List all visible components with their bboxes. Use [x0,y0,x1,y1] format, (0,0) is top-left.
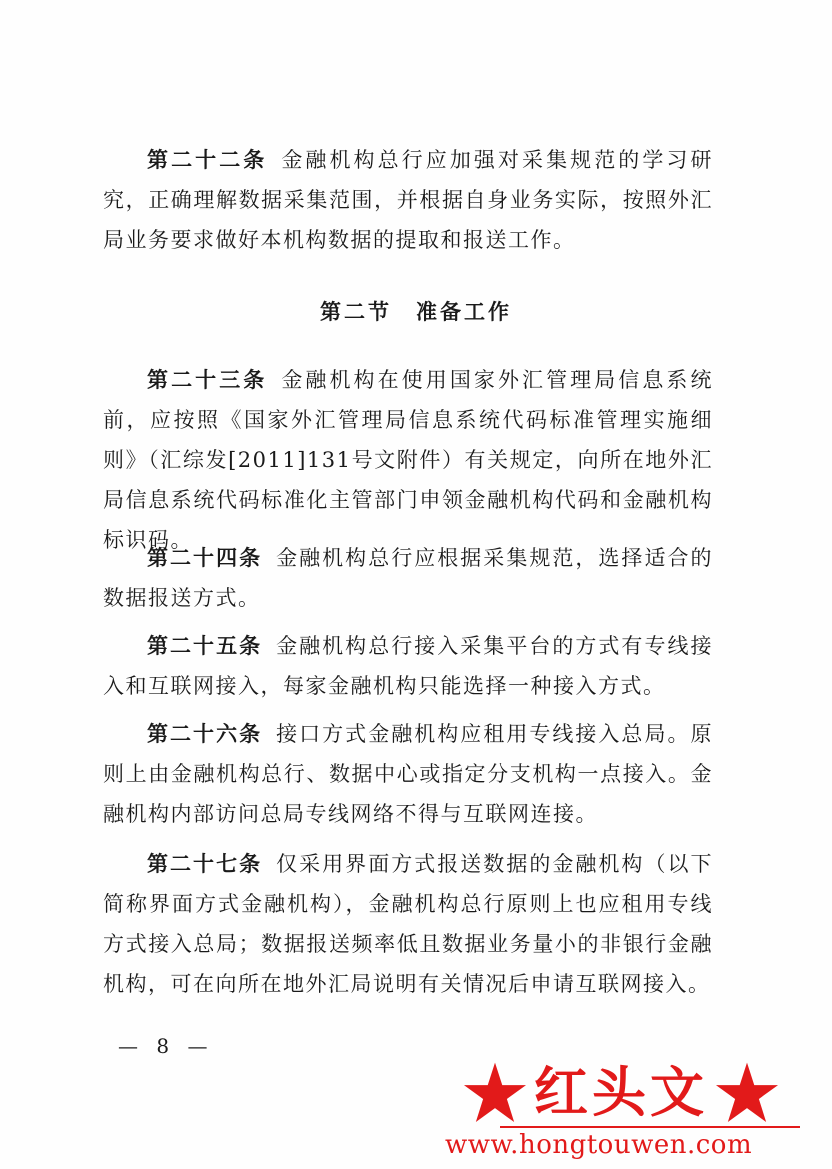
article-26-text: 接口方式金融机构应租用专线接入总局。原则上由金融机构总行、数据中心或指定分支机构一点接入。金融机构内部访问总局专线网络不得与互联网连接。 [103,722,713,826]
article-22-text: 金融机构总行应加强对采集规范的学习研究，正确理解数据采集范围，并根据自身业务实际，按照外汇局业务要求做好本机构数据的提取和报送工作。 [103,148,714,252]
article-24-text: 金融机构总行应根据采集规范，选择适合的数据报送方式。 [103,546,713,610]
star-icon [462,1060,528,1126]
article-25-text: 金融机构总行接入采集平台的方式有专线接入和互联网接入，每家金融机构只能选择一种接入方式。 [103,634,713,698]
article-22 [103,140,713,260]
article-25-label: 第二十五条 [147,634,263,658]
article-24 [103,538,713,618]
watermark-brand [462,1060,812,1126]
article-26 [103,714,713,834]
article-26-label: 第二十六条 [147,722,263,746]
article-22-label: 第二十二条 [147,148,268,172]
article-23 [103,360,713,560]
page-number: — 8 — [118,1034,214,1058]
article-27-label: 第二十七条 [147,852,263,876]
watermark-text: 红头文 [534,1061,708,1124]
article-25 [103,626,713,706]
article-27 [103,844,713,1004]
article-24-label: 第二十四条 [147,546,263,570]
section-title: 第二节 准备工作 [320,300,512,324]
star-icon [714,1060,780,1126]
article-23-label: 第二十三条 [147,368,268,392]
watermark-url: www.hongtouwen.com [445,1130,753,1160]
article-27-text: 仅采用界面方式报送数据的金融机构（以下简称界面方式金融机构），金融机构总行原则上也应租用专线方式接入总局；数据报送频率低且数据业务量小的非银行金融机构，可在向所在地外汇局说明有关情况后申请互联网接入。 [103,852,713,996]
article-23-text: 金融机构在使用国家外汇管理局信息系统前，应按照《国家外汇管理局信息系统代码标准管理实施细则》（汇综发[2011]131号文附件）有关规定，向所在地外汇局信息系统代码标准化主管部门申领金融机构代码和金融机构标识码。 [103,368,714,552]
